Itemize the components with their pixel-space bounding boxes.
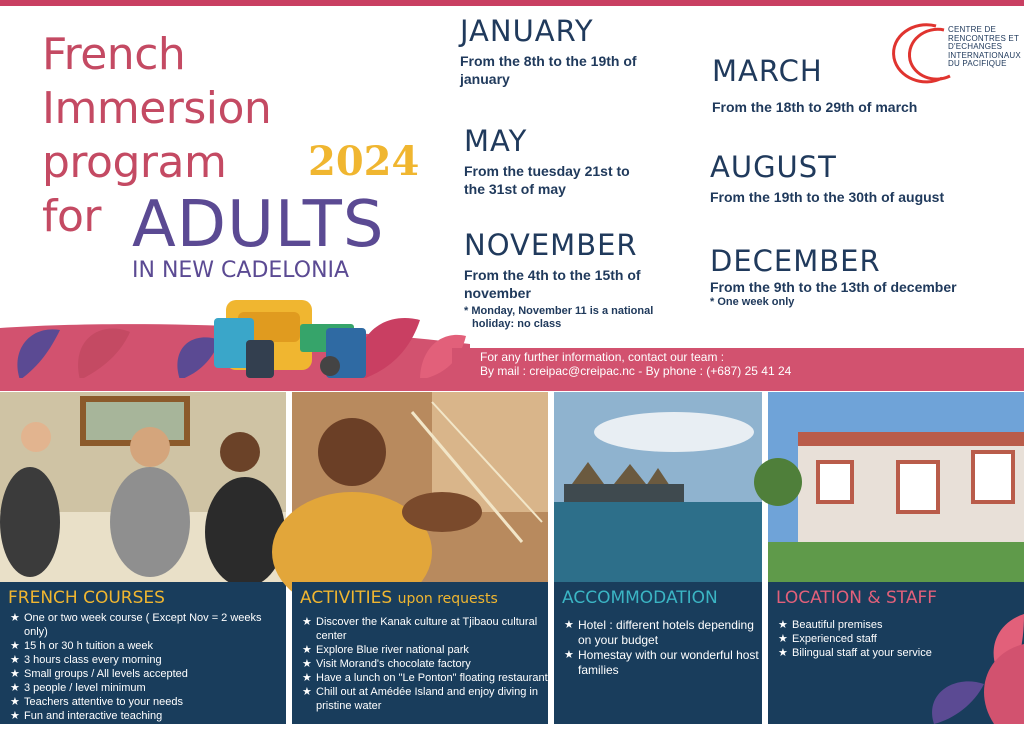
section-french-courses [0, 392, 286, 736]
list-item: ★ Chill out at Amédée Island and enjoy diving in pristine water [302, 686, 538, 712]
star-icon: ★ [302, 686, 312, 698]
list-item: ★ Teachers attentive to your needs [10, 696, 183, 708]
star-icon: ★ [10, 640, 20, 652]
month-name: MAY [464, 124, 528, 158]
star-icon: ★ [10, 668, 20, 680]
travel-illustration [0, 280, 470, 380]
month-dates: From the 18th to 29th of march [712, 99, 918, 115]
location-staff-panel [768, 582, 1024, 724]
logo-wordmark: CENTRE DE RENCONTRES ET D'ECHANGES INTERNATIONAUX DU PACIFIQUE [948, 25, 1021, 68]
holiday-note-line-2: holiday: no class [472, 318, 562, 330]
panel-title: FRENCH COURSES [8, 588, 165, 608]
list-item: ★ 3 people / level minimum [10, 682, 146, 694]
star-icon: ★ [564, 619, 574, 631]
accommodation-panel [554, 582, 762, 724]
star-icon: ★ [10, 724, 20, 736]
section-accommodation [554, 392, 762, 724]
star-icon: ★ [302, 616, 312, 628]
activities-panel [292, 582, 548, 724]
star-icon: ★ [778, 633, 788, 645]
list-item: ★ 15 h or 30 h tuition a week [10, 640, 154, 652]
list-item: ★ Focus on NC culture and environment [10, 724, 210, 736]
list-item: ★ 3 hours class every morning [10, 654, 162, 666]
title-line-3: program [42, 137, 227, 188]
building-photo [768, 392, 1024, 582]
panel-title: LOCATION & STAFF [776, 588, 938, 608]
list-item: ★ Experienced staff [778, 633, 877, 645]
month-dates: From the 8th to the 19th of january [460, 53, 637, 87]
month-august [710, 150, 944, 206]
list-item: ★ Have a lunch on "Le Ponton" floating restaurant [302, 672, 548, 684]
star-icon: ★ [302, 658, 312, 670]
contact-banner [452, 348, 1024, 378]
list-item: ★ Explore Blue river national park [302, 644, 469, 656]
list-item: ★ Visit Morand's chocolate factory [302, 658, 471, 670]
panel-title: ACCOMMODATION [562, 588, 718, 608]
contact-strip [0, 378, 1024, 391]
holiday-note-line-1: * Monday, November 11 is a national [464, 305, 654, 317]
title-line-2: Immersion [42, 83, 272, 134]
title-line-4: for [42, 191, 101, 242]
month-name: AUGUST [710, 150, 837, 184]
month-december [710, 244, 957, 309]
section-location-staff [768, 392, 1024, 724]
contact-details[interactable]: By mail : creipac@creipac.nc - By phone : (+687) 25 41 24 [480, 364, 792, 378]
star-icon: ★ [10, 612, 20, 624]
list-item: ★ Homestay with our wonderful host families [564, 648, 759, 677]
month-name: JANUARY [460, 14, 594, 48]
star-icon: ★ [778, 619, 788, 631]
one-week-note: * One week only [710, 296, 795, 308]
french-courses-panel [0, 582, 286, 736]
month-dates-line-1: From the tuesday 21st to [464, 163, 630, 179]
month-name: MARCH [712, 54, 823, 88]
title-line-1: French [42, 29, 186, 80]
month-january [460, 14, 670, 88]
top-accent-bar [0, 0, 1024, 6]
list-item: ★ Hotel : different hotels depending on your budget [564, 618, 754, 647]
star-icon: ★ [564, 649, 574, 661]
month-dates-line-2: the 31st of may [464, 181, 566, 197]
month-dates: From the 19th to the 30th of august [710, 189, 945, 205]
overwater-bungalows-photo [554, 392, 762, 582]
star-icon: ★ [302, 644, 312, 656]
month-name: DECEMBER [710, 244, 881, 278]
program-year: 2024 [308, 138, 420, 185]
star-icon: ★ [10, 710, 20, 722]
month-may [464, 124, 630, 198]
month-dates: From the 9th to the 13th of december [710, 279, 957, 295]
list-item: ★ Small groups / All levels accepted [10, 668, 188, 680]
flower-decoration-icon [894, 614, 1024, 724]
list-item: ★ One or two week course ( Except Nov = 2 weeks only) [10, 612, 262, 638]
weaving-photo [292, 392, 548, 582]
section-activities [292, 392, 548, 724]
star-icon: ★ [302, 672, 312, 684]
star-icon: ★ [778, 647, 788, 659]
star-icon: ★ [10, 654, 20, 666]
classroom-photo [0, 392, 286, 582]
list-item: ★ Discover the Kanak culture at Tjibaou cultural center [302, 616, 538, 642]
region-subheading: IN NEW CADELONIA [132, 258, 350, 283]
list-item: ★ Beautiful premises [778, 619, 883, 631]
list-item: ★ Fun and interactive teaching [10, 710, 163, 722]
month-dates-line-2: november [464, 285, 531, 301]
contact-intro: For any further information, contact our team : [480, 350, 725, 364]
month-name: NOVEMBER [464, 228, 638, 262]
month-dates-line-1: From the 4th to the 15th of [464, 267, 641, 283]
phone-icon [246, 340, 274, 378]
month-november [464, 228, 653, 331]
camera-icon [320, 356, 340, 376]
list-item: ★ Bilingual staff at your service [778, 647, 932, 659]
panel-title: ACTIVITIES upon requests [300, 588, 498, 608]
audience-heading: ADULTS [132, 188, 385, 262]
star-icon: ★ [10, 696, 20, 708]
star-icon: ★ [10, 682, 20, 694]
